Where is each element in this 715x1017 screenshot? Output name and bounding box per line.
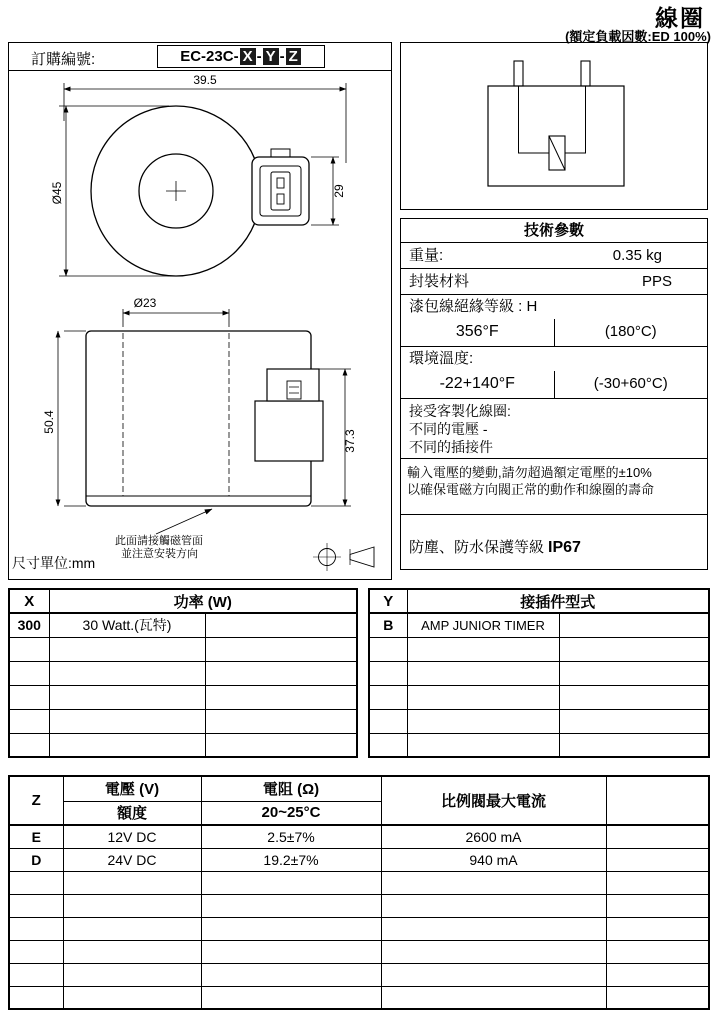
table-cell	[9, 894, 63, 917]
connector-schematic-panel	[400, 42, 708, 210]
spec-row-ip-rating	[401, 515, 707, 566]
table-cell	[205, 661, 357, 685]
table-cell	[381, 963, 606, 986]
coil-top-view	[59, 83, 346, 276]
table-row	[9, 637, 357, 661]
table-cell	[606, 940, 709, 963]
connector-schematic	[401, 43, 706, 208]
table-cell	[381, 986, 606, 1009]
voltage-note-line1: 輸入電壓的變動,請勿超過額定電壓的±10%	[407, 465, 652, 480]
order-code-sep: -	[256, 48, 262, 65]
order-code-sep: -	[279, 48, 285, 65]
table-cell	[9, 963, 63, 986]
table-cell	[63, 894, 201, 917]
mounting-note-line1: 此面請接觸磁管面	[115, 535, 203, 547]
dim-inner-dia-label: Ø23	[133, 296, 157, 310]
y-table-header: 接插件型式	[407, 589, 709, 613]
table-row	[9, 917, 709, 940]
table-cell	[201, 963, 381, 986]
spec-row-insulation	[401, 295, 707, 347]
table-row	[9, 940, 709, 963]
mounting-note-line2: 並注意安裝方向	[121, 548, 198, 560]
table-cell	[606, 894, 709, 917]
z-resistance-subheader: 20~25°C	[201, 801, 381, 825]
table-cell	[9, 940, 63, 963]
page-title: 線圈	[655, 5, 705, 31]
table-cell	[407, 709, 559, 733]
mounting-face-arrow	[156, 509, 212, 534]
table-cell	[205, 709, 357, 733]
insulation-celsius: (180°C)	[554, 319, 708, 347]
table-cell: 19.2±7%	[201, 848, 381, 871]
order-code	[157, 45, 325, 68]
table-cell: B	[369, 613, 407, 637]
table-cell	[369, 661, 407, 685]
table-cell	[606, 825, 709, 848]
coil-technical-drawing	[9, 71, 390, 578]
custom-line1: 接受客製化線圈:	[409, 403, 511, 419]
spec-row-material	[401, 269, 707, 295]
material-label: 封裝材料	[409, 273, 470, 290]
table-cell	[201, 917, 381, 940]
table-cell	[49, 685, 205, 709]
table-cell	[201, 871, 381, 894]
table-cell	[201, 894, 381, 917]
table-row	[9, 825, 709, 848]
table-cell	[559, 733, 709, 757]
table-cell: 300	[9, 613, 49, 637]
z-voltage-header: 電壓 (V)	[63, 776, 201, 801]
table-cell	[559, 637, 709, 661]
y-connector-table	[368, 588, 710, 758]
table-cell: 940 mA	[381, 848, 606, 871]
table-cell	[9, 661, 49, 685]
table-row	[9, 733, 357, 757]
dim-dia45	[59, 106, 169, 276]
table-row	[9, 613, 357, 637]
table-cell: 24V DC	[63, 848, 201, 871]
ip-label: 防塵、防水保護等級	[409, 539, 545, 556]
x-table-header-row	[9, 589, 357, 613]
voltage-note-line2: 以確保電磁方向閥正常的動作和線圈的壽命	[407, 482, 655, 497]
ambient-fahrenheit: -22+140°F	[439, 375, 515, 392]
table-cell: 2.5±7%	[201, 825, 381, 848]
table-row	[369, 733, 709, 757]
table-cell: E	[9, 825, 63, 848]
custom-line2: 不同的電壓 -	[409, 421, 488, 437]
dim-top-width-label: 39.5	[193, 73, 217, 87]
projection-symbol	[313, 543, 374, 571]
material-value: PPS	[641, 273, 672, 290]
table-row	[9, 709, 357, 733]
table-cell	[381, 917, 606, 940]
table-cell	[606, 871, 709, 894]
table-cell	[63, 986, 201, 1009]
table-row	[369, 685, 709, 709]
table-cell	[205, 637, 357, 661]
table-row	[369, 613, 709, 637]
table-cell	[49, 733, 205, 757]
table-cell	[559, 709, 709, 733]
table-cell	[9, 986, 63, 1009]
z-voltage-table	[8, 775, 710, 1010]
table-cell	[369, 685, 407, 709]
ambient-label: 環境溫度:	[409, 350, 474, 367]
table-cell	[381, 940, 606, 963]
ambient-celsius: (-30+60°C)	[554, 371, 708, 399]
table-cell	[63, 963, 201, 986]
dim-connector-height-label: 37.3	[343, 429, 357, 453]
table-cell	[9, 685, 49, 709]
spec-row-custom	[401, 399, 707, 459]
table-row	[9, 848, 709, 871]
coil-side-view	[58, 309, 374, 571]
table-cell	[606, 848, 709, 871]
z-table-header-row1	[9, 776, 709, 801]
table-cell	[9, 871, 63, 894]
table-cell	[381, 894, 606, 917]
table-cell	[49, 637, 205, 661]
connector-top-view	[252, 149, 309, 225]
table-row	[369, 661, 709, 685]
pin-right	[581, 61, 590, 86]
table-cell	[49, 661, 205, 685]
table-row	[9, 894, 709, 917]
drawing-panel	[8, 42, 392, 580]
order-code-prefix: EC-23C-	[180, 48, 239, 65]
z-resistance-header: 電阻 (Ω)	[201, 776, 381, 801]
page-subtitle: (額定負載因數:ED 100%)	[565, 29, 711, 44]
table-cell	[606, 986, 709, 1009]
table-cell	[407, 637, 559, 661]
table-cell	[407, 685, 559, 709]
table-row	[9, 986, 709, 1009]
table-cell	[559, 661, 709, 685]
table-cell: AMP JUNIOR TIMER	[407, 613, 559, 637]
dim-50-4	[58, 331, 86, 506]
table-cell	[205, 613, 357, 637]
z-table-key: Z	[9, 776, 63, 825]
table-cell	[559, 613, 709, 637]
table-row	[9, 871, 709, 894]
table-row	[369, 637, 709, 661]
table-cell: 30 Watt.(瓦特)	[49, 613, 205, 637]
table-cell	[381, 871, 606, 894]
spec-row-ambient	[401, 347, 707, 399]
y-table-key: Y	[369, 589, 407, 613]
x-table-key: X	[9, 589, 49, 613]
table-cell	[201, 986, 381, 1009]
dim-dia23	[123, 309, 229, 327]
dim-body-height-label: 50.4	[42, 410, 56, 434]
x-power-table	[8, 588, 358, 758]
table-cell: 2600 mA	[381, 825, 606, 848]
table-cell	[407, 733, 559, 757]
table-cell	[63, 871, 201, 894]
ip-value: IP67	[548, 539, 581, 556]
order-code-y: Y	[263, 48, 279, 65]
order-number-row	[9, 43, 391, 71]
dim-connector-width-label: 29	[332, 184, 346, 198]
order-code-x: X	[240, 48, 256, 65]
table-cell	[9, 917, 63, 940]
table-row	[9, 963, 709, 986]
weight-label: 重量:	[409, 247, 444, 264]
table-cell	[9, 709, 49, 733]
unit-label: 尺寸單位:mm	[12, 555, 96, 571]
z-empty-header	[606, 776, 709, 825]
center-cross	[166, 181, 186, 201]
spec-row-weight	[401, 243, 707, 269]
weight-value: 0.35 kg	[612, 247, 662, 264]
table-cell	[205, 733, 357, 757]
table-cell	[205, 685, 357, 709]
table-cell	[559, 685, 709, 709]
y-table-header-row	[369, 589, 709, 613]
table-cell	[369, 733, 407, 757]
table-cell	[407, 661, 559, 685]
table-cell	[606, 917, 709, 940]
table-row	[9, 685, 357, 709]
table-cell	[369, 709, 407, 733]
table-cell	[201, 940, 381, 963]
insulation-fahrenheit: 356°F	[455, 323, 499, 340]
table-cell	[63, 940, 201, 963]
dim-39-5	[64, 83, 346, 163]
table-cell	[369, 637, 407, 661]
z-voltage-subheader: 額度	[63, 801, 201, 825]
spec-row-voltage-note	[401, 459, 707, 515]
table-row	[9, 661, 357, 685]
table-cell	[49, 709, 205, 733]
table-cell	[63, 917, 201, 940]
custom-line3: 不同的插接件	[409, 439, 493, 455]
table-cell	[9, 637, 49, 661]
table-row	[369, 709, 709, 733]
order-code-z: Z	[286, 48, 301, 65]
table-cell	[9, 733, 49, 757]
table-cell: 12V DC	[63, 825, 201, 848]
table-cell: D	[9, 848, 63, 871]
order-number-label: 訂購編號:	[31, 51, 96, 68]
table-cell	[606, 963, 709, 986]
tech-specs-title: 技術參數	[401, 219, 707, 243]
dim-outer-dia-label: Ø45	[50, 181, 64, 205]
x-table-header: 功率 (W)	[49, 589, 357, 613]
insulation-label: 漆包線絕緣等級 : H	[409, 298, 538, 315]
tech-specs-panel	[400, 218, 708, 570]
pin-left	[514, 61, 523, 86]
z-current-header: 比例閥最大電流	[381, 776, 606, 825]
